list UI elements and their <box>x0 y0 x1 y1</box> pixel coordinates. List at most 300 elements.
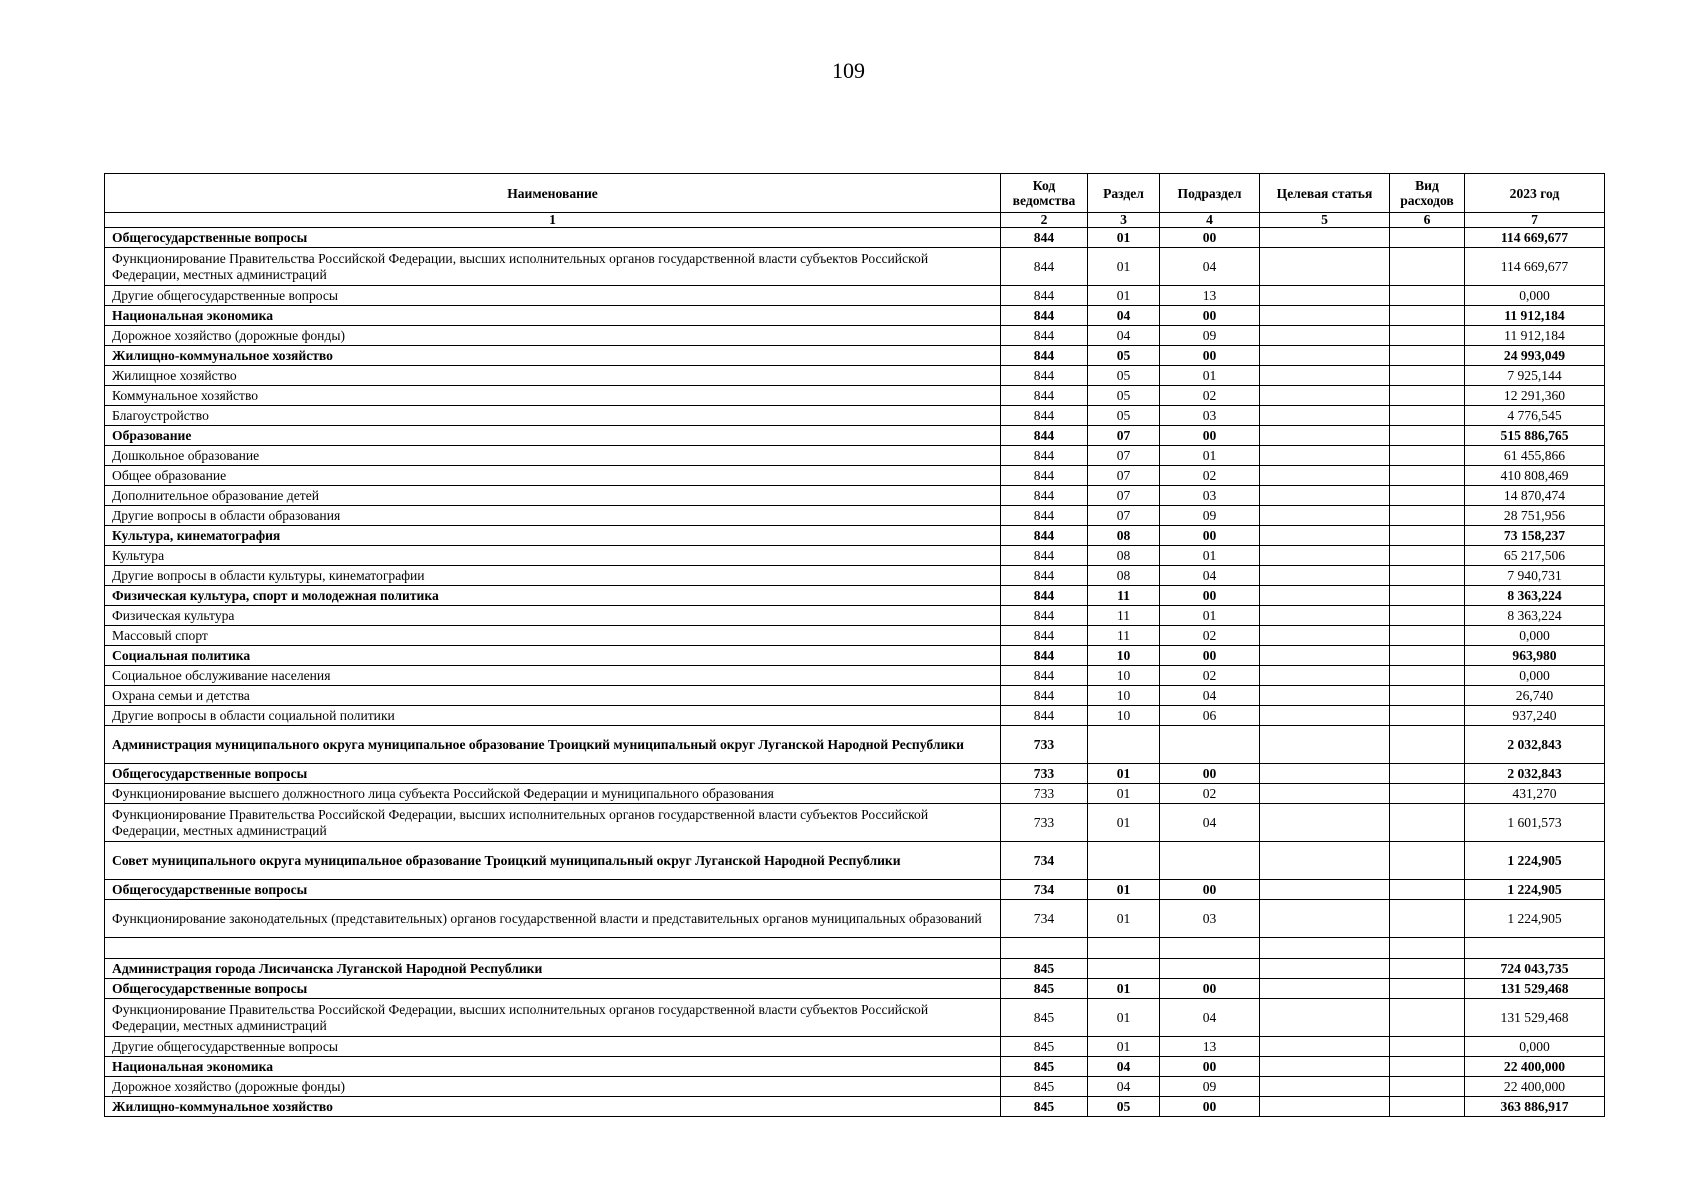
table-row <box>105 346 1605 366</box>
cell-name: Образование <box>105 426 1001 446</box>
cell-subsection: 04 <box>1160 566 1260 586</box>
cell-name: Дополнительное образование детей <box>105 486 1001 506</box>
cell-target <box>1260 666 1390 686</box>
cell-amount: 114 669,677 <box>1465 248 1605 286</box>
cell-name: Другие вопросы в области социальной политики <box>105 706 1001 726</box>
table-row <box>105 706 1605 726</box>
table-row <box>105 306 1605 326</box>
table-row <box>105 366 1605 386</box>
cell-code: 844 <box>1001 586 1088 606</box>
cell-name: Социальная политика <box>105 646 1001 666</box>
cell-type <box>1390 486 1465 506</box>
budget-table <box>104 173 1605 1117</box>
cell-type <box>1390 938 1465 959</box>
cell-code: 733 <box>1001 784 1088 804</box>
column-number: 4 <box>1160 213 1260 228</box>
cell-type <box>1390 306 1465 326</box>
cell-type <box>1390 726 1465 764</box>
cell-code: 845 <box>1001 1077 1088 1097</box>
cell-target <box>1260 626 1390 646</box>
cell-type <box>1390 1037 1465 1057</box>
cell-amount: 11 912,184 <box>1465 306 1605 326</box>
column-number: 7 <box>1465 213 1605 228</box>
cell-name: Культура <box>105 546 1001 566</box>
cell-name: Общегосударственные вопросы <box>105 764 1001 784</box>
cell-section: 10 <box>1088 686 1160 706</box>
cell-amount: 114 669,677 <box>1465 228 1605 248</box>
cell-subsection: 00 <box>1160 646 1260 666</box>
cell-code: 844 <box>1001 706 1088 726</box>
cell-subsection: 09 <box>1160 506 1260 526</box>
cell-subsection: 06 <box>1160 706 1260 726</box>
table-row <box>105 938 1605 959</box>
table-row <box>105 546 1605 566</box>
cell-subsection: 13 <box>1160 1037 1260 1057</box>
cell-type <box>1390 626 1465 646</box>
cell-type <box>1390 842 1465 880</box>
table-row <box>105 646 1605 666</box>
cell-name: Дошкольное образование <box>105 446 1001 466</box>
table-row <box>105 406 1605 426</box>
cell-target <box>1260 979 1390 999</box>
cell-name: Жилищно-коммунальное хозяйство <box>105 346 1001 366</box>
cell-name: Физическая культура <box>105 606 1001 626</box>
cell-target <box>1260 446 1390 466</box>
cell-subsection: 00 <box>1160 526 1260 546</box>
cell-subsection: 00 <box>1160 228 1260 248</box>
cell-section: 08 <box>1088 526 1160 546</box>
cell-amount: 4 776,545 <box>1465 406 1605 426</box>
cell-section: 01 <box>1088 900 1160 938</box>
cell-name: Социальное обслуживание населения <box>105 666 1001 686</box>
cell-target <box>1260 248 1390 286</box>
table-row <box>105 606 1605 626</box>
cell-code: 844 <box>1001 248 1088 286</box>
cell-section: 04 <box>1088 306 1160 326</box>
cell-type <box>1390 248 1465 286</box>
cell-subsection: 00 <box>1160 1057 1260 1077</box>
cell-subsection: 01 <box>1160 546 1260 566</box>
cell-type <box>1390 804 1465 842</box>
cell-amount: 26,740 <box>1465 686 1605 706</box>
cell-name: Благоустройство <box>105 406 1001 426</box>
cell-type <box>1390 606 1465 626</box>
cell-subsection: 00 <box>1160 979 1260 999</box>
cell-target <box>1260 546 1390 566</box>
cell-amount: 7 925,144 <box>1465 366 1605 386</box>
cell-amount: 515 886,765 <box>1465 426 1605 446</box>
cell-subsection: 02 <box>1160 666 1260 686</box>
cell-code: 844 <box>1001 326 1088 346</box>
header-type: Вид расходов <box>1390 174 1465 213</box>
cell-subsection <box>1160 726 1260 764</box>
cell-code: 844 <box>1001 386 1088 406</box>
cell-target <box>1260 706 1390 726</box>
table-row <box>105 446 1605 466</box>
cell-code: 844 <box>1001 506 1088 526</box>
cell-name: Национальная экономика <box>105 306 1001 326</box>
cell-target <box>1260 1077 1390 1097</box>
cell-amount: 2 032,843 <box>1465 764 1605 784</box>
cell-section: 10 <box>1088 646 1160 666</box>
cell-type <box>1390 784 1465 804</box>
cell-section: 01 <box>1088 804 1160 842</box>
table-row <box>105 880 1605 900</box>
cell-name: Совет муниципального округа муниципальное образование Троицкий муниципальный округ Луганской Народной Республики <box>105 842 1001 880</box>
table-row <box>105 764 1605 784</box>
cell-name: Жилищное хозяйство <box>105 366 1001 386</box>
header-target: Целевая статья <box>1260 174 1390 213</box>
cell-section: 01 <box>1088 228 1160 248</box>
cell-target <box>1260 466 1390 486</box>
cell-target <box>1260 346 1390 366</box>
cell-amount: 8 363,224 <box>1465 606 1605 626</box>
cell-amount: 0,000 <box>1465 666 1605 686</box>
cell-section: 10 <box>1088 706 1160 726</box>
cell-name: Дорожное хозяйство (дорожные фонды) <box>105 1077 1001 1097</box>
cell-type <box>1390 426 1465 446</box>
table-row <box>105 1077 1605 1097</box>
cell-amount: 28 751,956 <box>1465 506 1605 526</box>
cell-name: Общегосударственные вопросы <box>105 228 1001 248</box>
cell-section: 11 <box>1088 606 1160 626</box>
cell-subsection: 01 <box>1160 606 1260 626</box>
cell-code: 734 <box>1001 880 1088 900</box>
cell-code: 845 <box>1001 959 1088 979</box>
cell-section: 07 <box>1088 446 1160 466</box>
cell-amount: 1 224,905 <box>1465 880 1605 900</box>
cell-subsection: 00 <box>1160 1097 1260 1117</box>
cell-code: 844 <box>1001 466 1088 486</box>
table-row <box>105 626 1605 646</box>
cell-amount: 131 529,468 <box>1465 999 1605 1037</box>
cell-name: Массовый спорт <box>105 626 1001 646</box>
cell-target <box>1260 938 1390 959</box>
cell-target <box>1260 286 1390 306</box>
cell-code: 844 <box>1001 546 1088 566</box>
cell-amount: 2 032,843 <box>1465 726 1605 764</box>
cell-type <box>1390 764 1465 784</box>
cell-section: 08 <box>1088 566 1160 586</box>
cell-type <box>1390 1057 1465 1077</box>
cell-type <box>1390 979 1465 999</box>
cell-section: 05 <box>1088 366 1160 386</box>
cell-amount: 24 993,049 <box>1465 346 1605 366</box>
cell-target <box>1260 999 1390 1037</box>
cell-subsection: 02 <box>1160 466 1260 486</box>
table-row <box>105 586 1605 606</box>
cell-subsection: 02 <box>1160 626 1260 646</box>
cell-target <box>1260 566 1390 586</box>
cell-type <box>1390 286 1465 306</box>
cell-amount: 0,000 <box>1465 626 1605 646</box>
cell-type <box>1390 646 1465 666</box>
cell-section: 01 <box>1088 979 1160 999</box>
cell-type <box>1390 228 1465 248</box>
cell-amount: 410 808,469 <box>1465 466 1605 486</box>
cell-subsection: 04 <box>1160 686 1260 706</box>
cell-name: Охрана семьи и детства <box>105 686 1001 706</box>
cell-target <box>1260 784 1390 804</box>
cell-type <box>1390 446 1465 466</box>
cell-amount: 1 224,905 <box>1465 900 1605 938</box>
cell-amount: 22 400,000 <box>1465 1077 1605 1097</box>
cell-section: 01 <box>1088 286 1160 306</box>
cell-name: Физическая культура, спорт и молодежная политика <box>105 586 1001 606</box>
cell-section: 01 <box>1088 1037 1160 1057</box>
cell-amount <box>1465 938 1605 959</box>
table-row <box>105 726 1605 764</box>
table-row <box>105 784 1605 804</box>
cell-amount: 1 224,905 <box>1465 842 1605 880</box>
cell-name: Другие вопросы в области образования <box>105 506 1001 526</box>
cell-section: 05 <box>1088 406 1160 426</box>
cell-section <box>1088 842 1160 880</box>
cell-type <box>1390 999 1465 1037</box>
cell-section: 07 <box>1088 466 1160 486</box>
table-row <box>105 842 1605 880</box>
cell-type <box>1390 366 1465 386</box>
cell-subsection: 00 <box>1160 586 1260 606</box>
cell-type <box>1390 326 1465 346</box>
cell-code: 844 <box>1001 626 1088 646</box>
table-row <box>105 466 1605 486</box>
cell-type <box>1390 346 1465 366</box>
cell-code: 844 <box>1001 646 1088 666</box>
cell-target <box>1260 526 1390 546</box>
cell-amount: 7 940,731 <box>1465 566 1605 586</box>
table-body <box>105 228 1605 1117</box>
column-number: 2 <box>1001 213 1088 228</box>
cell-section: 07 <box>1088 426 1160 446</box>
cell-code: 844 <box>1001 366 1088 386</box>
cell-name: Функционирование Правительства Российской Федерации, высших исполнительных органов государственной власти субъектов Российской Федерации, местных администраций <box>105 999 1001 1037</box>
cell-code: 845 <box>1001 1097 1088 1117</box>
cell-section: 04 <box>1088 1077 1160 1097</box>
cell-section: 05 <box>1088 346 1160 366</box>
cell-target <box>1260 366 1390 386</box>
table-row <box>105 566 1605 586</box>
table-row <box>105 228 1605 248</box>
cell-section: 01 <box>1088 248 1160 286</box>
cell-target <box>1260 306 1390 326</box>
cell-target <box>1260 486 1390 506</box>
cell-subsection: 09 <box>1160 1077 1260 1097</box>
cell-subsection: 01 <box>1160 446 1260 466</box>
table-row <box>105 999 1605 1037</box>
cell-target <box>1260 842 1390 880</box>
table-row <box>105 979 1605 999</box>
cell-amount: 11 912,184 <box>1465 326 1605 346</box>
cell-name: Функционирование Правительства Российской Федерации, высших исполнительных органов государственной власти субъектов Российской Федерации, местных администраций <box>105 248 1001 286</box>
cell-type <box>1390 526 1465 546</box>
cell-code: 845 <box>1001 1037 1088 1057</box>
column-number: 3 <box>1088 213 1160 228</box>
cell-target <box>1260 1037 1390 1057</box>
cell-name: Другие вопросы в области культуры, кинематографии <box>105 566 1001 586</box>
cell-type <box>1390 386 1465 406</box>
cell-subsection: 00 <box>1160 346 1260 366</box>
cell-type <box>1390 1097 1465 1117</box>
column-number: 5 <box>1260 213 1390 228</box>
cell-code: 844 <box>1001 306 1088 326</box>
cell-subsection: 02 <box>1160 386 1260 406</box>
cell-amount: 431,270 <box>1465 784 1605 804</box>
cell-subsection: 00 <box>1160 306 1260 326</box>
cell-amount: 22 400,000 <box>1465 1057 1605 1077</box>
cell-subsection: 00 <box>1160 426 1260 446</box>
cell-target <box>1260 1057 1390 1077</box>
cell-target <box>1260 1097 1390 1117</box>
cell-target <box>1260 506 1390 526</box>
cell-subsection: 03 <box>1160 406 1260 426</box>
cell-amount: 0,000 <box>1465 286 1605 306</box>
cell-target <box>1260 406 1390 426</box>
column-number: 1 <box>105 213 1001 228</box>
cell-target <box>1260 228 1390 248</box>
table-row <box>105 959 1605 979</box>
column-number: 6 <box>1390 213 1465 228</box>
cell-code: 844 <box>1001 486 1088 506</box>
table-row <box>105 666 1605 686</box>
cell-section: 01 <box>1088 880 1160 900</box>
cell-target <box>1260 880 1390 900</box>
cell-section: 04 <box>1088 326 1160 346</box>
cell-subsection: 01 <box>1160 366 1260 386</box>
cell-name: Функционирование высшего должностного лица субъекта Российской Федерации и муниципального образования <box>105 784 1001 804</box>
table-row <box>105 386 1605 406</box>
cell-subsection <box>1160 959 1260 979</box>
cell-type <box>1390 406 1465 426</box>
table-row <box>105 506 1605 526</box>
cell-code: 844 <box>1001 566 1088 586</box>
cell-section: 01 <box>1088 764 1160 784</box>
cell-type <box>1390 586 1465 606</box>
cell-section: 01 <box>1088 784 1160 804</box>
cell-amount: 0,000 <box>1465 1037 1605 1057</box>
cell-section: 05 <box>1088 386 1160 406</box>
cell-amount: 363 886,917 <box>1465 1097 1605 1117</box>
header-name: Наименование <box>105 174 1001 213</box>
cell-target <box>1260 426 1390 446</box>
cell-code: 734 <box>1001 900 1088 938</box>
cell-type <box>1390 706 1465 726</box>
header-section: Раздел <box>1088 174 1160 213</box>
cell-type <box>1390 1077 1465 1097</box>
cell-code: 844 <box>1001 606 1088 626</box>
cell-name: Администрация города Лисичанска Луганской Народной Республики <box>105 959 1001 979</box>
cell-type <box>1390 566 1465 586</box>
table-row <box>105 286 1605 306</box>
table-row <box>105 804 1605 842</box>
cell-type <box>1390 666 1465 686</box>
cell-target <box>1260 764 1390 784</box>
cell-code: 844 <box>1001 686 1088 706</box>
cell-section: 10 <box>1088 666 1160 686</box>
cell-amount: 73 158,237 <box>1465 526 1605 546</box>
cell-name: Культура, кинематография <box>105 526 1001 546</box>
cell-type <box>1390 686 1465 706</box>
cell-code <box>1001 938 1088 959</box>
table-row <box>105 686 1605 706</box>
cell-subsection: 04 <box>1160 804 1260 842</box>
table-row <box>105 486 1605 506</box>
cell-target <box>1260 646 1390 666</box>
cell-type <box>1390 880 1465 900</box>
column-number-row <box>105 213 1605 228</box>
cell-subsection: 13 <box>1160 286 1260 306</box>
cell-section <box>1088 726 1160 764</box>
cell-section: 11 <box>1088 626 1160 646</box>
cell-target <box>1260 804 1390 842</box>
cell-code: 844 <box>1001 286 1088 306</box>
cell-name: Коммунальное хозяйство <box>105 386 1001 406</box>
cell-target <box>1260 326 1390 346</box>
cell-type <box>1390 546 1465 566</box>
cell-section: 04 <box>1088 1057 1160 1077</box>
cell-subsection: 02 <box>1160 784 1260 804</box>
cell-amount: 724 043,735 <box>1465 959 1605 979</box>
cell-code: 733 <box>1001 804 1088 842</box>
cell-name: Общее образование <box>105 466 1001 486</box>
table-row <box>105 426 1605 446</box>
table-row <box>105 900 1605 938</box>
cell-section <box>1088 959 1160 979</box>
cell-subsection <box>1160 842 1260 880</box>
cell-code: 844 <box>1001 228 1088 248</box>
table-row <box>105 1097 1605 1117</box>
cell-amount: 8 363,224 <box>1465 586 1605 606</box>
cell-section: 08 <box>1088 546 1160 566</box>
cell-code: 733 <box>1001 726 1088 764</box>
header-row <box>105 174 1605 213</box>
cell-name: Функционирование Правительства Российской Федерации, высших исполнительных органов государственной власти субъектов Российской Федерации, местных администраций <box>105 804 1001 842</box>
cell-code: 844 <box>1001 446 1088 466</box>
cell-code: 845 <box>1001 979 1088 999</box>
cell-amount: 963,980 <box>1465 646 1605 666</box>
cell-code: 844 <box>1001 526 1088 546</box>
cell-amount: 61 455,866 <box>1465 446 1605 466</box>
cell-code: 845 <box>1001 1057 1088 1077</box>
table-row <box>105 248 1605 286</box>
cell-name: Другие общегосударственные вопросы <box>105 1037 1001 1057</box>
cell-section: 01 <box>1088 999 1160 1037</box>
cell-name: Другие общегосударственные вопросы <box>105 286 1001 306</box>
cell-target <box>1260 686 1390 706</box>
cell-subsection: 04 <box>1160 999 1260 1037</box>
cell-subsection <box>1160 938 1260 959</box>
cell-code: 844 <box>1001 666 1088 686</box>
cell-code: 845 <box>1001 999 1088 1037</box>
cell-subsection: 09 <box>1160 326 1260 346</box>
cell-amount: 1 601,573 <box>1465 804 1605 842</box>
cell-subsection: 03 <box>1160 900 1260 938</box>
cell-code: 844 <box>1001 406 1088 426</box>
cell-code: 734 <box>1001 842 1088 880</box>
table-row <box>105 526 1605 546</box>
cell-amount: 937,240 <box>1465 706 1605 726</box>
page-number: 109 <box>832 58 865 83</box>
cell-code: 844 <box>1001 426 1088 446</box>
cell-target <box>1260 606 1390 626</box>
cell-name: Общегосударственные вопросы <box>105 979 1001 999</box>
header-amount: 2023 год <box>1465 174 1605 213</box>
cell-subsection: 00 <box>1160 764 1260 784</box>
cell-target <box>1260 586 1390 606</box>
cell-type <box>1390 466 1465 486</box>
cell-name: Жилищно-коммунальное хозяйство <box>105 1097 1001 1117</box>
cell-type <box>1390 506 1465 526</box>
